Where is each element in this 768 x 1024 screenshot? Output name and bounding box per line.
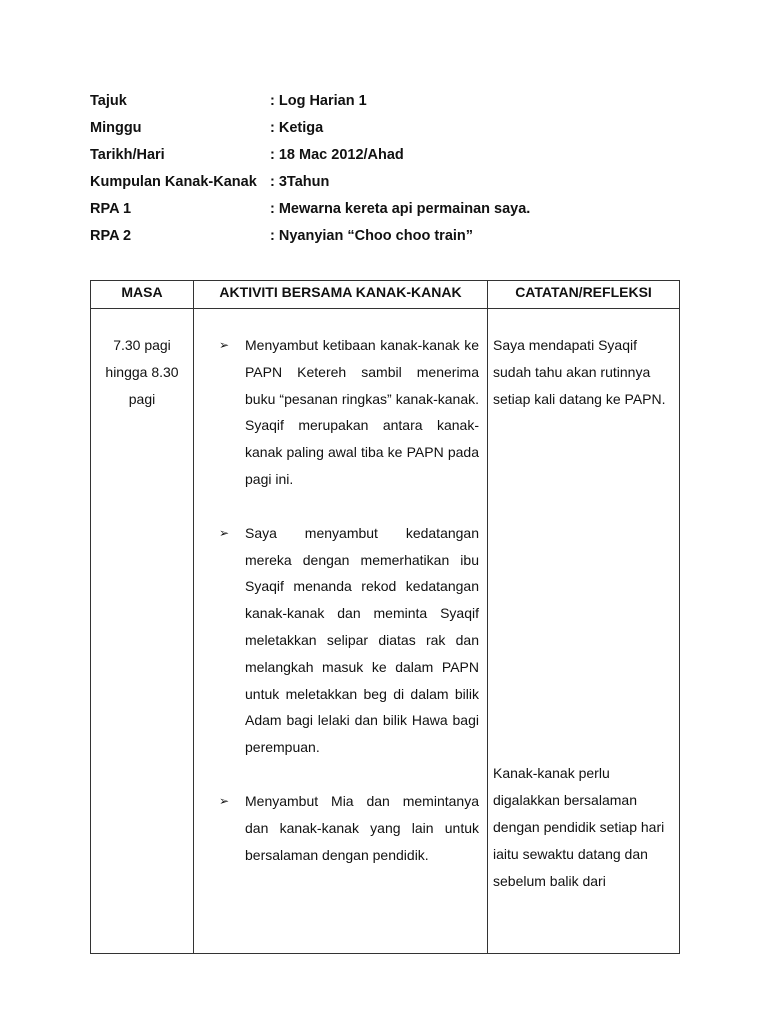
reflection-note: Kanak-kanak perlu digalakkan bersalaman dengan pendidik setiap hari iaitu sewaktu datang dan sebelum balik dari bbox=[493, 765, 665, 889]
column-header-catatan: CATATAN/REFLEKSI bbox=[488, 281, 680, 309]
meta-value: : Log Harian 1 bbox=[270, 93, 367, 109]
column-header-masa: MASA bbox=[91, 281, 194, 309]
meta-row-tajuk bbox=[90, 89, 690, 116]
reflection-note: Saya mendapati Syaqif sudah tahu akan rutinnya setiap kali datang ke PAPN. bbox=[493, 337, 666, 407]
meta-value: : Nyanyian “Choo choo train” bbox=[270, 228, 474, 244]
activity-item bbox=[219, 332, 479, 493]
meta-label: Tajuk bbox=[90, 93, 127, 109]
meta-value: : Mewarna kereta api permainan saya. bbox=[270, 201, 531, 217]
meta-row-kumpulan bbox=[90, 170, 690, 197]
meta-label: RPA 1 bbox=[90, 201, 132, 217]
activity-text: Menyambut Mia dan memintanya dan kanak-kanak yang lain untuk bersalaman dengan pendidik. bbox=[245, 792, 479, 863]
arrowhead-bullet-icon: ➢ bbox=[219, 793, 230, 808]
meta-row-rpa1 bbox=[90, 197, 690, 224]
meta-row-tarikh bbox=[90, 143, 690, 170]
meta-row-minggu bbox=[90, 116, 690, 143]
meta-row-rpa2 bbox=[90, 224, 690, 251]
arrowhead-bullet-icon: ➢ bbox=[219, 338, 230, 352]
reflection-cell bbox=[488, 309, 680, 954]
meta-label: Tarikh/Hari bbox=[90, 147, 165, 163]
activities-cell bbox=[194, 309, 488, 954]
daily-log-table bbox=[90, 280, 680, 954]
table-row bbox=[91, 309, 680, 954]
meta-label: Kumpulan Kanak-Kanak bbox=[90, 174, 257, 190]
time-cell: 7.30 pagi hingga 8.30 pagi bbox=[91, 309, 194, 954]
table-header-row bbox=[91, 281, 680, 309]
meta-label: RPA 2 bbox=[90, 228, 132, 244]
column-header-aktiviti: AKTIVITI BERSAMA KANAK-KANAK bbox=[194, 281, 488, 309]
document-header bbox=[90, 89, 690, 251]
meta-value: : 18 Mac 2012/Ahad bbox=[270, 147, 404, 163]
activity-item bbox=[219, 520, 479, 761]
meta-value: : Ketiga bbox=[270, 120, 324, 136]
arrowhead-bullet-icon: ➢ bbox=[219, 525, 230, 540]
activity-text: Saya menyambut kedatangan mereka dengan memerhatikan ibu Syaqif menanda rekod kedatangan kanak-kanak dan meminta Syaqif meletakkan selipar diatas rak dan melangkah masuk ke dalam PAPN untuk meletakkan beg di dalam bilik Adam bagi lelaki dan bilik Hawa bagi perempuan. bbox=[245, 524, 479, 756]
meta-label: Minggu bbox=[90, 120, 142, 136]
note-spacer bbox=[493, 412, 673, 760]
activity-item bbox=[219, 788, 479, 868]
meta-value: : 3Tahun bbox=[270, 174, 330, 190]
activity-text: Menyambut ketibaan kanak-kanak ke PAPN Ketereh sambil menerima buku “pesanan ringkas” kanak-kanak. Syaqif merupakan antara kanak-kanak paling awal tiba ke PAPN pada pagi ini. bbox=[245, 337, 479, 487]
